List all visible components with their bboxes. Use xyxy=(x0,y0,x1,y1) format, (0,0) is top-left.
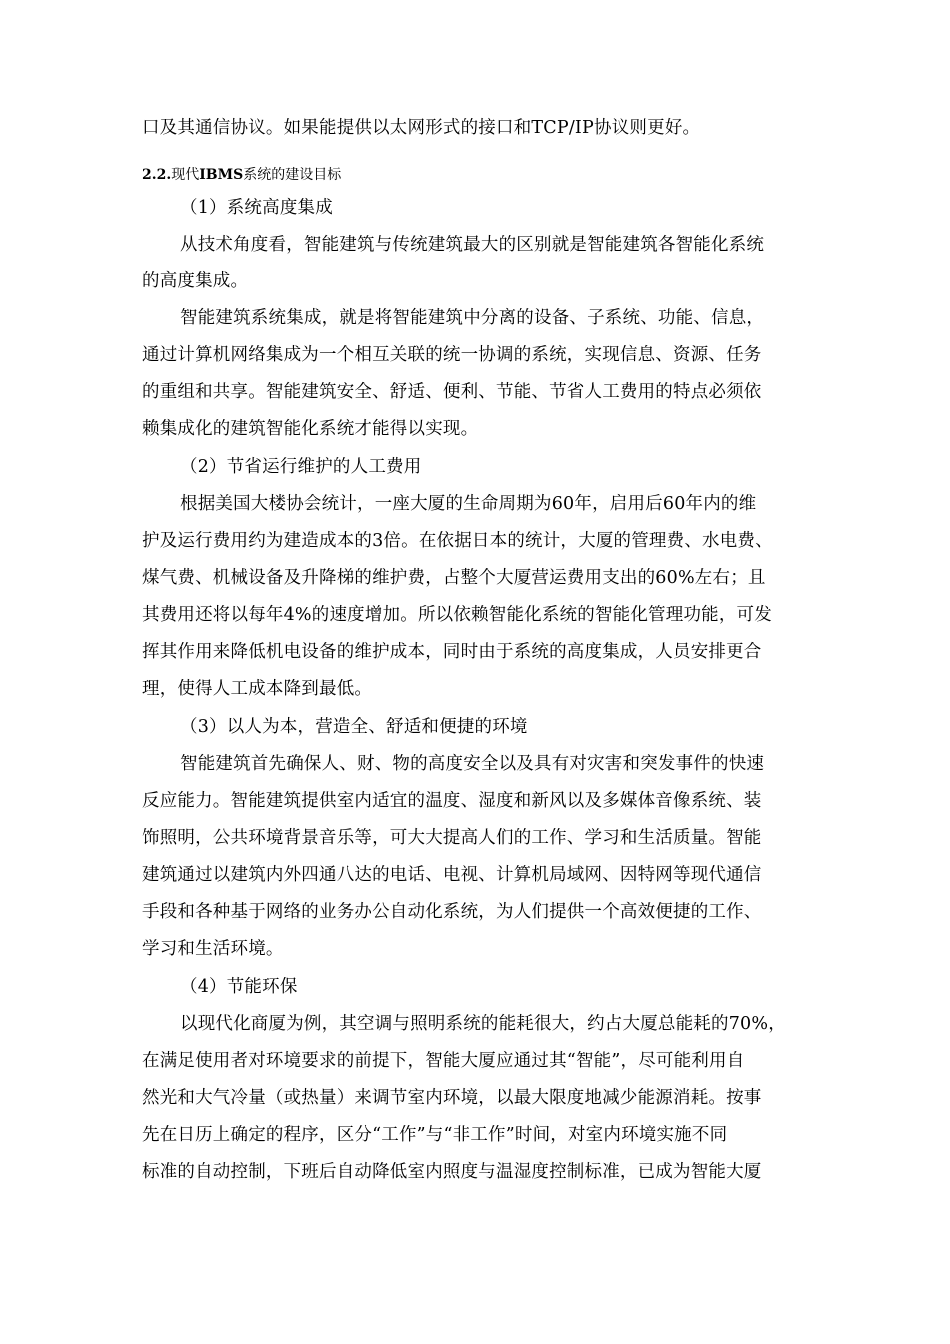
body-text-line: 护及运行费用约为建造成本的3倍。在依据日本的统计，大厦的管理费、水电费、 xyxy=(142,531,773,551)
subsection-title: （3）以人为本，营造全、舒适和便捷的环境 xyxy=(180,717,528,737)
body-text-line: 挥其作用来降低机电设备的维护成本，同时由于系统的高度集成，人员安排更合 xyxy=(142,642,762,662)
subsection-title: （1）系统高度集成 xyxy=(180,198,333,218)
section-heading xyxy=(142,165,341,185)
body-text-line: 从技术角度看，智能建筑与传统建筑最大的区别就是智能建筑各智能化系统 xyxy=(180,235,765,255)
section-heading-prefix: 现代 xyxy=(171,167,200,183)
subsection-title: （2）节省运行维护的人工费用 xyxy=(180,457,422,477)
section-heading-suffix: 系统的建设目标 xyxy=(243,167,342,183)
body-text-line: 口及其通信协议。如果能提供以太网形式的接口和TCP/IP协议则更好。 xyxy=(142,118,701,138)
body-text-line: 根据美国大楼协会统计，一座大厦的生命周期为60年，启用后60年内的维 xyxy=(180,494,757,514)
body-text-line: 智能建筑首先确保人、财、物的高度安全以及具有对灾害和突发事件的快速 xyxy=(180,754,765,774)
body-text-line: 的重组和共享。智能建筑安全、舒适、便利、节能、节省人工费用的特点必须依 xyxy=(142,382,762,402)
body-text-line: 然光和大气冷量（或热量）来调节室内环境，以最大限度地减少能源消耗。按事 xyxy=(142,1088,762,1108)
body-text-line: 通过计算机网络集成为一个相互关联的统一协调的系统，实现信息、资源、任务 xyxy=(142,345,762,365)
subsection-title: （4）节能环保 xyxy=(180,977,298,997)
section-heading-acronym: IBMS xyxy=(199,167,244,183)
body-text-line: 标准的自动控制，下班后自动降低室内照度与温湿度控制标准，已成为智能大厦 xyxy=(142,1162,762,1182)
body-text-line: 理，使得人工成本降到最低。 xyxy=(142,679,373,699)
body-text-line: 饰照明，公共环境背景音乐等，可大大提高人们的工作、学习和生活质量。智能 xyxy=(142,828,762,848)
body-text-line: 建筑通过以建筑内外四通八达的电话、电视、计算机局域网、因特网等现代通信 xyxy=(142,865,762,885)
body-text-line: 以现代化商厦为例，其空调与照明系统的能耗很大，约占大厦总能耗的70%， xyxy=(180,1014,786,1034)
body-text-line: 先在日历上确定的程序，区分“工作”与“非工作”时间，对室内环境实施不同 xyxy=(142,1125,728,1145)
section-number: 2.2. xyxy=(142,167,172,183)
body-text-line: 的高度集成。 xyxy=(142,271,249,291)
body-text-line: 手段和各种基于网络的业务办公自动化系统，为人们提供一个高效便捷的工作、 xyxy=(142,902,762,922)
body-text-line: 学习和生活环境。 xyxy=(142,939,284,959)
body-text-line: 智能建筑系统集成，就是将智能建筑中分离的设备、子系统、功能、信息， xyxy=(180,308,765,328)
body-text-line: 赖集成化的建筑智能化系统才能得以实现。 xyxy=(142,419,479,439)
body-text-line: 在满足使用者对环境要求的前提下，智能大厦应通过其“智能”，尽可能利用自 xyxy=(142,1051,745,1071)
body-text-line: 反应能力。智能建筑提供室内适宜的温度、湿度和新风以及多媒体音像系统、装 xyxy=(142,791,762,811)
body-text-line: 其费用还将以每年4%的速度增加。所以依赖智能化系统的智能化管理功能，可发 xyxy=(142,605,772,625)
body-text-line: 煤气费、机械设备及升降梯的维护费，占整个大厦营运费用支出的60%左右；且 xyxy=(142,568,766,588)
